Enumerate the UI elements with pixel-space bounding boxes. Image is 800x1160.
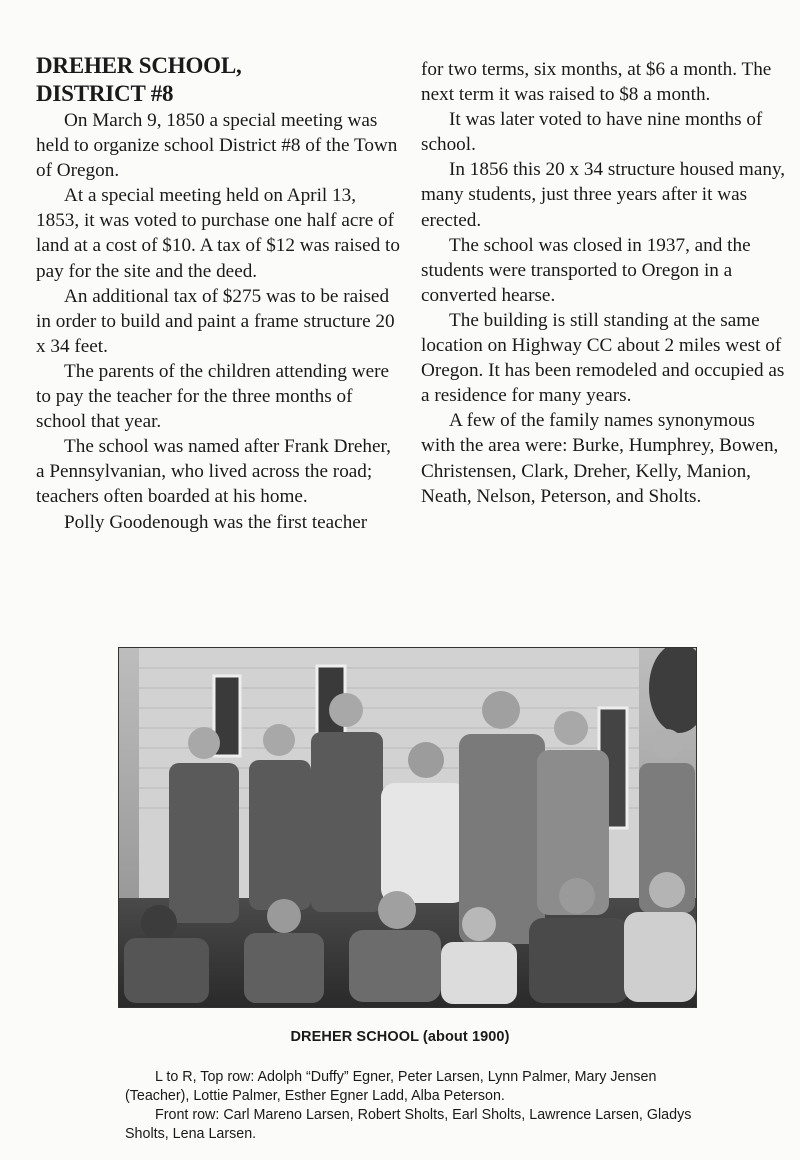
paragraph-6: Polly Goodenough was the first teacher (64, 511, 368, 533)
paragraph-11: The building is still standing at the same location on Highway CC about 2 miles west of Oregon. It has been remodeled and occupied as a residence for many years. (421, 309, 785, 407)
right-column (421, 57, 787, 509)
paragraph-9: In 1856 this 20 x 34 structure housed many, many students, just three years after it was erected. (421, 159, 786, 231)
article-title (36, 52, 402, 108)
paragraph-4: The parents of the children attending were to pay the teacher for the three months of school that year. (36, 360, 389, 433)
front-row-names: Front row: Carl Mareno Larsen, Robert Sholts, Earl Sholts, Lawrence Larsen, Gladys Sholts, Lena Larsen. (125, 1107, 692, 1142)
top-row-names: L to R, Top row: Adolph “Duffy” Egner, Peter Larsen, Lynn Palmer, Mary Jensen (Teacher), Lottie Palmer, Esther Egner Ladd, Alba Peterson. (125, 1069, 657, 1104)
photo-illustration (119, 648, 696, 1007)
paragraph-8: It was later voted to have nine months of school. (421, 109, 763, 156)
left-column (36, 52, 402, 535)
title-line-1: DREHER SCHOOL, (36, 53, 242, 78)
paragraph-1: On March 9, 1850 a special meeting was held to organize school District #8 of the Town of Oregon. (36, 110, 398, 182)
paragraph-5: The school was named after Frank Dreher, a Pennsylvanian, who lived across the road; teachers often boarded at his home. (36, 436, 391, 508)
photo-names (125, 1068, 715, 1144)
paragraph-3: An additional tax of $275 was to be raised in order to build and paint a frame structure 20 x 34 feet. (36, 285, 395, 357)
paragraph-7: for two terms, six months, at $6 a month. The next term it was raised to $8 a month. (421, 59, 772, 106)
photo-caption: DREHER SCHOOL (about 1900) (290, 1029, 510, 1045)
school-class-photo (118, 647, 697, 1008)
paragraph-2: At a special meeting held on April 13, 1853, it was voted to purchase one half acre of land at a cost of $10. A tax of $12 was raised to pay for the site and the deed. (36, 185, 400, 282)
paragraph-10: The school was closed in 1937, and the students were transported to Oregon in a converted hearse. (421, 234, 751, 306)
paragraph-12: A few of the family names synonymous with the area were: Burke, Humphrey, Bowen, Christensen, Clark, Dreher, Kelly, Manion, Neath, Nelson, Peterson, and Sholts. (421, 410, 779, 507)
title-line-2: DISTRICT #8 (36, 81, 174, 106)
